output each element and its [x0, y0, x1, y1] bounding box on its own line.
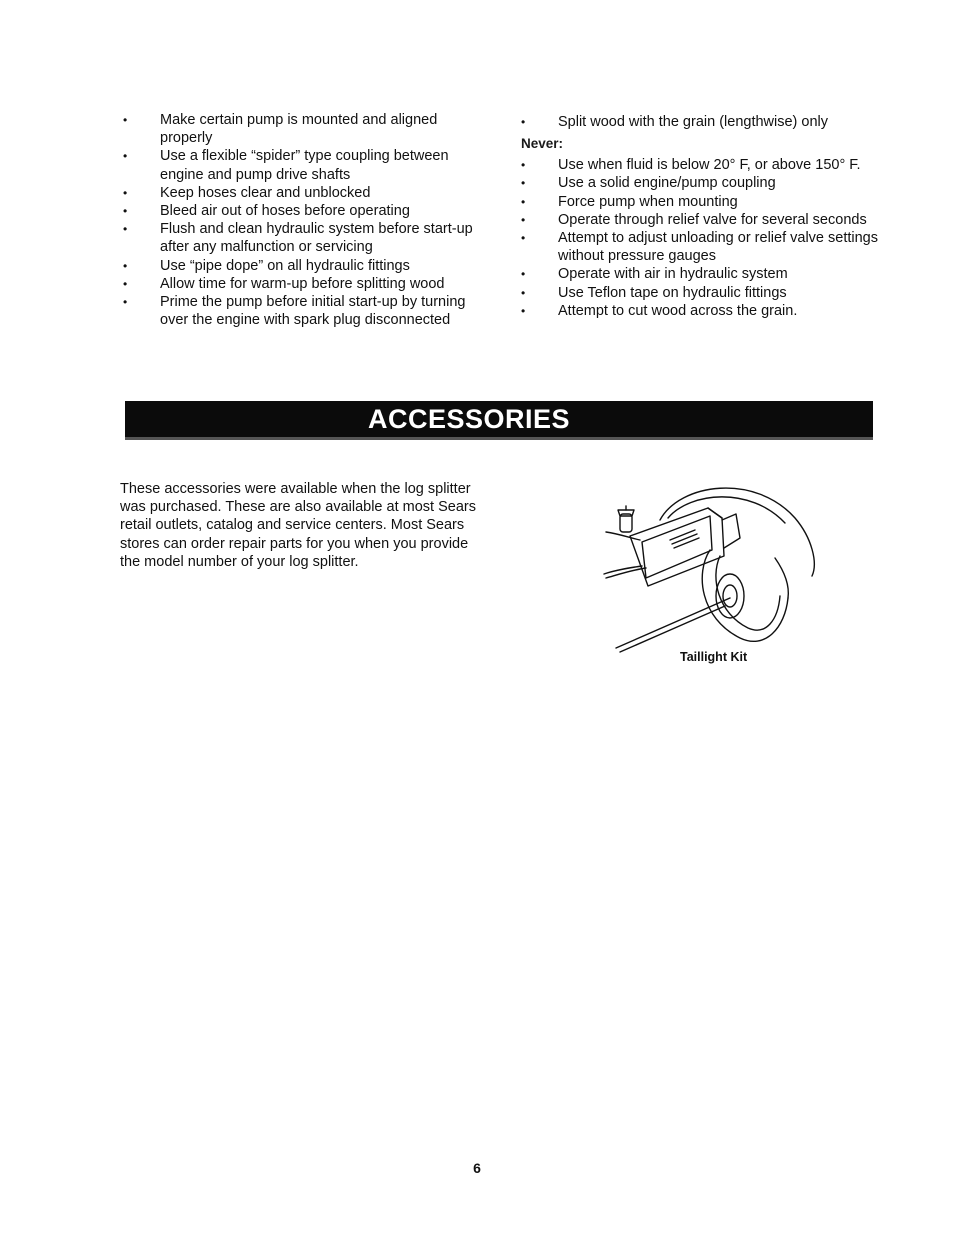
never-item: • Operate through relief valve for several seconds [518, 211, 898, 229]
dos-item: • Keep hoses clear and unblocked [120, 184, 490, 202]
dos-item: • Allow time for warm-up before splitting wood [120, 275, 490, 293]
never-item: • Operate with air in hydraulic system [518, 265, 898, 283]
donts-column [518, 113, 898, 320]
dos-list [120, 111, 490, 329]
section-title: ACCESSORIES [367, 403, 571, 434]
never-item: • Attempt to adjust unloading or relief valve settings without pressure gauges [518, 229, 898, 265]
never-item: • Use when fluid is below 20° F, or above 150° F. [518, 156, 898, 174]
dos-item: • Use a flexible “spider” type coupling between engine and pump drive shafts [120, 147, 490, 183]
dos-item: • Use “pipe dope” on all hydraulic fittings [120, 257, 490, 275]
page-number: 6 [473, 1160, 481, 1176]
dos-item: • Prime the pump before initial start-up by turning over the engine with spark plug disconnected [120, 293, 490, 329]
taillight-kit-illustration [590, 478, 830, 658]
never-item: • Attempt to cut wood across the grain. [518, 302, 898, 320]
dos-item: • Flush and clean hydraulic system before start-up after any malfunction or servicing [120, 220, 490, 256]
never-heading: Never: [521, 136, 564, 152]
figure-caption: Taillight Kit [680, 650, 748, 664]
dos-column [120, 111, 490, 329]
never-item: • Force pump when mounting [518, 193, 898, 211]
dos-item: • Bleed air out of hoses before operating [120, 202, 490, 220]
never-list [518, 156, 898, 320]
never-item: • Use a solid engine/pump coupling [518, 174, 898, 192]
dos-item: • Split wood with the grain (lengthwise) only [518, 113, 898, 131]
dos-list-continued [518, 113, 898, 131]
section-banner [125, 401, 873, 440]
never-item: • Use Teflon tape on hydraulic fittings [518, 284, 898, 302]
accessories-intro: These accessories were available when the log splitter was purchased. These are also available at most Sears retail outlets, catalog and service centers. Most Sears stores can order repair parts for you when you provide the model number of your log splitter. [120, 481, 476, 570]
dos-item: • Make certain pump is mounted and aligned properly [120, 111, 490, 147]
